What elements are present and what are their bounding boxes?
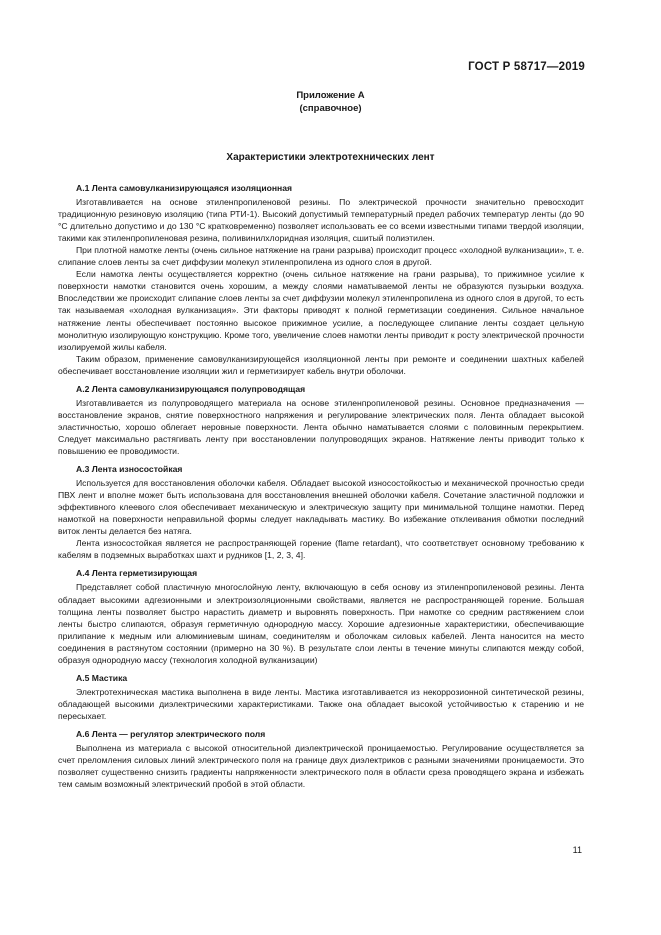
paragraph: Используется для восстановления оболочки кабеля. Обладает высокой износостойкостью и механической прочностью среди ПВХ лент и вполне может быть использована для восстановления внешней оболочки кабеля. Сочетание эластичной подложки и эффективного клеевого слоя обеспечивает механическую и электрическую защиту при минимальной толщине намотки. Перед намоткой на поверхности неправильной формы следует накладывать мастику. Во избежание отклеивания обмотки последний виток ленты делается без натяга. xyxy=(58,478,584,537)
paragraph: Лента износостойкая является не распространяющей горение (flame retardant), что соответствует основному требованию к кабелям в подземных выработках шахт и рудников [1, 2, 3, 4]. xyxy=(58,538,584,561)
appendix-heading xyxy=(0,89,661,115)
section-heading: А.4 Лента герметизирующая xyxy=(76,568,198,579)
paragraph: Представляет собой пластичную многослойную ленту, включающую в себя основу из этиленпропиленовой резины. Лента обладает высокими адгезионными и электроизоляционными свойствами, является не распространяющей горение. Большая толщина ленты позволяет быстро нарастить диаметр и выровнять поверхность. При намотке со средним растяжением слои ленты быстро слипаются, образуя герметичную однородную массу. Хорошие адгезионные характеристики, обеспечивающие прилипание к медным или алюминиевым шинам, соединителям и оболочкам силовых кабелей. Лента наносится на место соединения в растянутом состоянии (примерно на 30 %). В результате слои ленты в течение минуты слипаются между собой, образуя однородную массу (технология холодной вулканизации) xyxy=(58,582,584,665)
paragraph: Выполнена из материала с высокой относительной диэлектрической проницаемостью. Регулирование осуществляется за счет преломления силовых линий электрического поля на границе двух диэлектриков с разными значениями проницаемости. Это позволяет существенно снизить градиенты напряженности электрического поля в области среза проводящего экрана и избежать тем самым возможный электрический пробой в этой области. xyxy=(58,743,584,790)
section-a6 xyxy=(58,728,584,790)
paragraph: Электротехническая мастика выполнена в виде ленты. Мастика изготавливается из некоррозионной синтетической резины, обладающей высокими диэлектрическими характеристиками. Также она обладает высокой устойчивостью к старению и не пересыхает. xyxy=(58,686,584,721)
section-heading: А.2 Лента самовулканизирующаяся полупроводящая xyxy=(76,383,306,394)
section-heading: А.1 Лента самовулканизирующаяся изоляционная xyxy=(76,183,293,193)
section-a1 xyxy=(58,182,584,377)
paragraph: Изготавливается из полупроводящего материала на основе этиленпропиленовой резины. Основное предназначения — восстановление экранов, снятие поверхностного напряжения и регулирование электрических поля. Лента обладает высокой эластичностью, хорошо облегает неровные поверхности. Лента обычно наматывается слоями с половинным перекрытием. Следует максимально растягивать ленту при восстановлении полупроводящих экранов. Натяжение ленты приводит только к повышению ее проводимости. xyxy=(58,397,584,456)
standard-code: ГОСТ Р 58717—2019 xyxy=(468,61,585,73)
paragraph: Таким образом, применение самовулканизирующейся изоляционной ленты при ремонте и соединении шахтных кабелей обеспечивает восстановление изоляции жил и герметизирует кабель внутри оболочки. xyxy=(58,353,584,376)
document-title: Характеристики электротехнических лент xyxy=(226,152,435,163)
section-heading: А.3 Лента износостойкая xyxy=(76,464,183,475)
section-a4 xyxy=(58,567,584,665)
section-heading: А.5 Мастика xyxy=(76,672,128,683)
paragraph: При плотной намотке ленты (очень сильное натяжение на грани разрыва) происходит процесс «холодной вулканизации», т. е. слипание слоев ленты за счет диффузии молекул этиленпропилена из одного слоя в другой. xyxy=(58,245,584,268)
section-a3 xyxy=(58,463,584,561)
paragraph: Если намотка ленты осуществляется корректно (очень сильное натяжение на грани разрыва), то прижимное усилие к поверхности намотки становится очень хорошим, а между слоями наматываемой ленты не образуются пузырьки воздуха. Впоследствии же происходит слипание слоев ленты за счет диффузии молекул этиленпропилена из одного слоя в другой, то есть так называемая «холодная вулканизация». Эти факторы приводят к полной герметизации соединения. Сильное начальное натяжение ленты обеспечивает постоянно высокое прижимное усилие, а последующее слипание ленты создает цельную монолитную изолирующую конструкцию. Кроме того, увеличение слоев намотки ленты приводит к росту электрической прочности изолируемой жилы кабеля. xyxy=(58,269,584,352)
section-a5 xyxy=(58,672,584,722)
section-a2 xyxy=(58,383,584,457)
paragraph: Изготавливается на основе этиленпропиленовой резины. По электрической прочности значительно превосходит традиционную резиновую изоляцию (типа РТИ-1). Высокий допустимый температурный предел рабочих температур ленты (до 90 °С длительно допустимо и до 130 °С кратковременно) позволяет использовать ее со всеми известными типами твердой изоляции, такими как этиленпропиленовая резина, поливинилхлоридная изоляция, сшитый полиэтилен. xyxy=(58,197,584,244)
section-heading: А.6 Лента — регулятор электрического поля xyxy=(76,728,266,739)
document-body xyxy=(58,182,584,796)
page-number: 11 xyxy=(572,845,582,855)
appendix-note: (справочное) xyxy=(299,103,362,114)
appendix-title: Приложение А xyxy=(296,90,365,101)
